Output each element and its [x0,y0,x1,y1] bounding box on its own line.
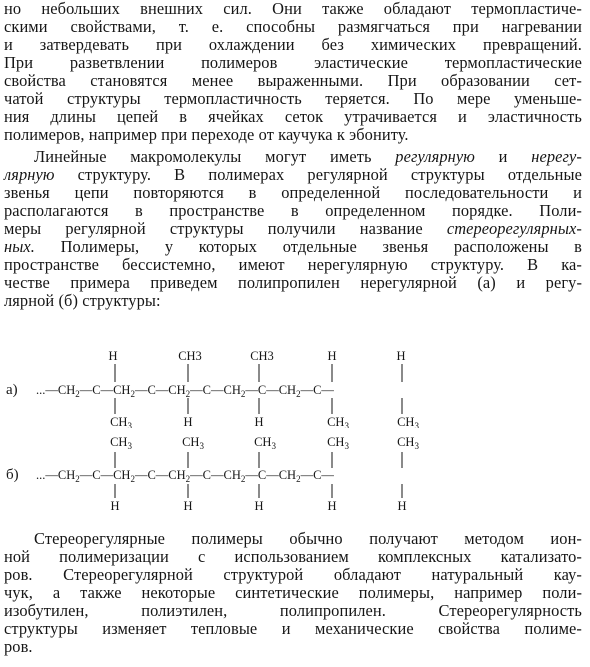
main-chain: $...—CH_2—C—CH_2—C—CH_2—C—CH_2—C—CH_2—C—$ [36,383,334,399]
term-stereoregular-part: ных. [4,237,36,256]
formula-label: б) [6,467,19,483]
top-substituent: H [108,349,118,363]
top-substituent: $CH_3$ [327,435,349,451]
bottom-substituent: $CH_3$ [110,415,132,428]
text-line: лярной (б) структуры: [4,291,161,310]
top-substituent: H [396,349,406,363]
formula-label: а) [6,382,18,398]
text-line [4,148,582,166]
text-line: и затвердевать при охлаждении без химических превращений. [4,35,582,54]
main-chain: $...—CH_2—C—CH_2—C—CH_2—C—CH_2—C—CH_2—C—$ [36,468,334,484]
text-line: ния длины цепей в ячейках сеток утрачивается и эластичность [4,107,582,126]
text-line: При разветвлении полимеров эластические термопластические [4,53,582,72]
text-line: пространстве бессистемно, имеют нерегулярную структуру. В ка- [4,255,582,274]
bottom-substituent: $CH_3$ [327,415,349,428]
formula-irregular [0,348,590,428]
top-substituent: $CH_3$ [254,435,276,451]
text-line [4,220,582,238]
term-stereoregular-part: стереорегулярных- [446,219,582,238]
bottom-substituent: H [327,499,337,512]
text-line: Стереорегулярные полимеры обычно получают методом ион- [34,529,582,548]
text-span: Полимеры, у которых отдельные звенья расположены в [35,237,582,256]
text-line: ной полимеризации с использованием комплексных катализато- [4,547,582,566]
text-line: ров. Стереорегулярной структурой обладают натуральный кау- [4,565,582,584]
bottom-substituent: H [110,499,120,512]
text-line: изобутилен, полиэтилен, полипропилен. Стереорегулярность [4,601,582,620]
text-line: структуры изменяет тепловые и механические свойства полиме- [4,619,582,638]
text-line [4,166,582,184]
text-span: и [474,147,532,166]
term-regular: регулярную [395,147,475,166]
formula-irregular-svg [0,348,590,428]
bottom-substituent: $CH_3$ [397,415,419,428]
term-irregular-part: лярную [4,165,55,184]
text-line: но небольших внешних сил. Они также обладают термопластиче- [4,0,582,18]
top-substituent: CH3 [250,349,274,363]
text-line: звенья цепи повторяются в определенной последовательности и [4,183,582,202]
text-line: располагаются в пространстве в определенном порядке. Поли- [4,201,582,220]
text-line: полимеров, например при переходе от каучука к эбониту. [4,125,409,144]
top-substituent: CH3 [178,349,202,363]
bottom-substituent: H [183,499,193,512]
bottom-substituent: H [397,499,407,512]
top-substituent: $CH_3$ [397,435,419,451]
text-line: скими свойствами, т. е. способны размягчаться при нагревании [4,17,582,36]
text-line: чатой структуры термопластичность теряется. По мере уменьше- [4,89,582,108]
top-substituent: H [327,349,337,363]
bottom-substituent: H [254,499,264,512]
text-span: меры регулярной структуры получили название [4,219,447,238]
top-substituent: $CH_3$ [110,435,132,451]
text-line: чук, а также некоторые синтетические полимеры, например поли- [4,583,582,602]
text-line: честве примера приведем полипропилен нерегулярной (а) и регу- [4,273,582,292]
text-line [4,238,582,256]
text-line: ров. [4,637,33,656]
term-irregular-part: нерегу- [531,147,582,166]
formula-regular-svg [0,432,590,512]
bottom-substituent: H [183,415,193,428]
bottom-substituent: H [254,415,264,428]
formula-regular [0,432,590,512]
text-span: структуру. В полимерах регулярной структуры отдельные [54,165,582,184]
text-line: свойства становятся менее выраженными. При образовании сет- [4,71,582,90]
top-substituent: $CH_3$ [182,435,204,451]
text-span: Линейные макромолекулы могут иметь [34,147,396,166]
